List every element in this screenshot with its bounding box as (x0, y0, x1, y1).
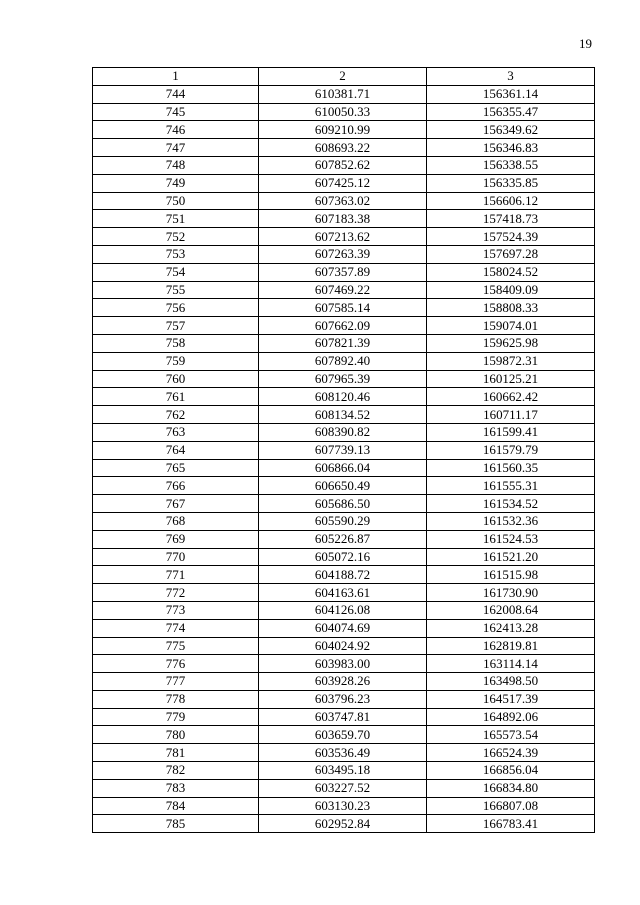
table-cell-col-3: 163498.50 (427, 673, 595, 691)
table-row (93, 406, 595, 424)
table-cell-col-2: 605590.29 (259, 512, 427, 530)
table-cell-col-2: 607739.13 (259, 441, 427, 459)
table-cell-col-2: 604024.92 (259, 637, 427, 655)
table-cell-col-3: 161524.53 (427, 530, 595, 548)
table-cell-col-3: 161555.31 (427, 477, 595, 495)
table-cell-col-3: 156338.55 (427, 156, 595, 174)
table-row (93, 495, 595, 513)
table-row (93, 477, 595, 495)
table-header-row (93, 68, 595, 86)
table-row (93, 726, 595, 744)
table-cell-col-1: 757 (93, 317, 259, 335)
table-row (93, 566, 595, 584)
table-row (93, 281, 595, 299)
table-cell-col-2: 603747.81 (259, 708, 427, 726)
table-cell-col-1: 750 (93, 192, 259, 210)
table-cell-col-1: 759 (93, 352, 259, 370)
table-row (93, 673, 595, 691)
table-cell-col-2: 605686.50 (259, 495, 427, 513)
coordinates-table (92, 67, 595, 833)
table-cell-col-3: 158808.33 (427, 299, 595, 317)
table-cell-col-3: 157697.28 (427, 245, 595, 263)
table-cell-col-3: 162819.81 (427, 637, 595, 655)
table-cell-col-1: 751 (93, 210, 259, 228)
table-cell-col-2: 608693.22 (259, 139, 427, 157)
table-cell-col-1: 772 (93, 584, 259, 602)
table-cell-col-2: 603536.49 (259, 744, 427, 762)
table-cell-col-3: 160711.17 (427, 406, 595, 424)
table-cell-col-3: 156361.14 (427, 85, 595, 103)
table-row (93, 548, 595, 566)
table-cell-col-2: 603796.23 (259, 690, 427, 708)
table-cell-col-3: 156346.83 (427, 139, 595, 157)
table-cell-col-3: 166834.80 (427, 779, 595, 797)
table-body (93, 85, 595, 832)
table-cell-col-2: 604188.72 (259, 566, 427, 584)
table-row (93, 762, 595, 780)
column-header-2: 2 (259, 68, 427, 86)
table-cell-col-3: 157524.39 (427, 228, 595, 246)
table-row (93, 139, 595, 157)
table-cell-col-1: 770 (93, 548, 259, 566)
page-number: 19 (579, 36, 592, 51)
table-cell-col-2: 603659.70 (259, 726, 427, 744)
table-cell-col-1: 773 (93, 601, 259, 619)
table-cell-col-3: 158024.52 (427, 263, 595, 281)
table-cell-col-2: 607821.39 (259, 334, 427, 352)
table-cell-col-1: 779 (93, 708, 259, 726)
table-row (93, 815, 595, 833)
table-row (93, 228, 595, 246)
table-cell-col-1: 782 (93, 762, 259, 780)
table-cell-col-3: 164517.39 (427, 690, 595, 708)
table-row (93, 103, 595, 121)
table-cell-col-1: 752 (93, 228, 259, 246)
table-cell-col-2: 604163.61 (259, 584, 427, 602)
table-cell-col-2: 607425.12 (259, 174, 427, 192)
table-cell-col-2: 604074.69 (259, 619, 427, 637)
table-row (93, 601, 595, 619)
table-row (93, 797, 595, 815)
table-cell-col-3: 166856.04 (427, 762, 595, 780)
table-cell-col-2: 607469.22 (259, 281, 427, 299)
table-cell-col-1: 783 (93, 779, 259, 797)
table-row (93, 584, 595, 602)
table-row (93, 744, 595, 762)
table-cell-col-1: 777 (93, 673, 259, 691)
table-cell-col-3: 160125.21 (427, 370, 595, 388)
table-cell-col-3: 166807.08 (427, 797, 595, 815)
table-row (93, 370, 595, 388)
table-cell-col-3: 163114.14 (427, 655, 595, 673)
table-cell-col-1: 771 (93, 566, 259, 584)
table-cell-col-3: 161521.20 (427, 548, 595, 566)
table-cell-col-1: 784 (93, 797, 259, 815)
table-cell-col-3: 166783.41 (427, 815, 595, 833)
table-row (93, 530, 595, 548)
table-cell-col-1: 764 (93, 441, 259, 459)
table-row (93, 619, 595, 637)
table-row (93, 156, 595, 174)
table-cell-col-2: 604126.08 (259, 601, 427, 619)
table-row (93, 655, 595, 673)
table-cell-col-2: 607662.09 (259, 317, 427, 335)
table-cell-col-1: 765 (93, 459, 259, 477)
table-row (93, 352, 595, 370)
table-cell-col-1: 762 (93, 406, 259, 424)
table-cell-col-3: 156355.47 (427, 103, 595, 121)
table-cell-col-2: 606866.04 (259, 459, 427, 477)
table-cell-col-1: 746 (93, 121, 259, 139)
table-cell-col-3: 161730.90 (427, 584, 595, 602)
table-cell-col-1: 780 (93, 726, 259, 744)
table-cell-col-1: 785 (93, 815, 259, 833)
table-cell-col-2: 607965.39 (259, 370, 427, 388)
table-cell-col-1: 769 (93, 530, 259, 548)
table-cell-col-3: 166524.39 (427, 744, 595, 762)
table-cell-col-2: 603983.00 (259, 655, 427, 673)
table-row (93, 192, 595, 210)
table-row (93, 263, 595, 281)
table-cell-col-1: 754 (93, 263, 259, 281)
table-cell-col-2: 603928.26 (259, 673, 427, 691)
table-row (93, 708, 595, 726)
table-cell-col-3: 161532.36 (427, 512, 595, 530)
table-cell-col-1: 775 (93, 637, 259, 655)
table-cell-col-2: 609210.99 (259, 121, 427, 139)
table-cell-col-1: 766 (93, 477, 259, 495)
table-cell-col-2: 610050.33 (259, 103, 427, 121)
table-cell-col-1: 747 (93, 139, 259, 157)
table-row (93, 299, 595, 317)
table-cell-col-1: 761 (93, 388, 259, 406)
table-cell-col-3: 161579.79 (427, 441, 595, 459)
table-cell-col-3: 159074.01 (427, 317, 595, 335)
table-cell-col-3: 156606.12 (427, 192, 595, 210)
table-cell-col-1: 749 (93, 174, 259, 192)
table-cell-col-2: 605072.16 (259, 548, 427, 566)
table-cell-col-2: 607363.02 (259, 192, 427, 210)
table-cell-col-1: 776 (93, 655, 259, 673)
table-cell-col-2: 607585.14 (259, 299, 427, 317)
table-cell-col-1: 774 (93, 619, 259, 637)
table-cell-col-2: 607892.40 (259, 352, 427, 370)
table-cell-col-3: 161560.35 (427, 459, 595, 477)
table-row (93, 779, 595, 797)
table-cell-col-2: 602952.84 (259, 815, 427, 833)
table-cell-col-3: 156335.85 (427, 174, 595, 192)
column-header-1: 1 (93, 68, 259, 86)
table-row (93, 334, 595, 352)
table-cell-col-3: 156349.62 (427, 121, 595, 139)
table-cell-col-2: 610381.71 (259, 85, 427, 103)
table-cell-col-3: 157418.73 (427, 210, 595, 228)
table-cell-col-1: 744 (93, 85, 259, 103)
table-cell-col-3: 158409.09 (427, 281, 595, 299)
table-row (93, 690, 595, 708)
table-cell-col-1: 767 (93, 495, 259, 513)
table-cell-col-2: 607852.62 (259, 156, 427, 174)
table-row (93, 85, 595, 103)
table-cell-col-2: 606650.49 (259, 477, 427, 495)
table-cell-col-1: 781 (93, 744, 259, 762)
table-cell-col-3: 161599.41 (427, 423, 595, 441)
table-cell-col-1: 778 (93, 690, 259, 708)
table-cell-col-2: 607213.62 (259, 228, 427, 246)
table-cell-col-3: 162008.64 (427, 601, 595, 619)
table-cell-col-3: 159872.31 (427, 352, 595, 370)
table-cell-col-1: 753 (93, 245, 259, 263)
table-cell-col-1: 745 (93, 103, 259, 121)
table-cell-col-2: 607183.38 (259, 210, 427, 228)
table-cell-col-1: 763 (93, 423, 259, 441)
table-row (93, 245, 595, 263)
table-cell-col-2: 608120.46 (259, 388, 427, 406)
table-cell-col-3: 160662.42 (427, 388, 595, 406)
table-cell-col-2: 607263.39 (259, 245, 427, 263)
table-cell-col-3: 161534.52 (427, 495, 595, 513)
table-row (93, 423, 595, 441)
table-cell-col-1: 758 (93, 334, 259, 352)
table-cell-col-3: 161515.98 (427, 566, 595, 584)
table-cell-col-2: 608390.82 (259, 423, 427, 441)
table-cell-col-3: 159625.98 (427, 334, 595, 352)
table-row (93, 317, 595, 335)
table-cell-col-2: 603495.18 (259, 762, 427, 780)
table-row (93, 512, 595, 530)
table-cell-col-2: 605226.87 (259, 530, 427, 548)
table-cell-col-2: 608134.52 (259, 406, 427, 424)
column-header-3: 3 (427, 68, 595, 86)
table-row (93, 388, 595, 406)
table-row (93, 210, 595, 228)
table-row (93, 441, 595, 459)
table-cell-col-3: 164892.06 (427, 708, 595, 726)
table-cell-col-1: 760 (93, 370, 259, 388)
table-cell-col-2: 603130.23 (259, 797, 427, 815)
table-cell-col-2: 603227.52 (259, 779, 427, 797)
table-cell-col-2: 607357.89 (259, 263, 427, 281)
table-row (93, 174, 595, 192)
table-cell-col-1: 768 (93, 512, 259, 530)
table-cell-col-3: 162413.28 (427, 619, 595, 637)
table-row (93, 121, 595, 139)
table-cell-col-1: 756 (93, 299, 259, 317)
table-row (93, 637, 595, 655)
table-row (93, 459, 595, 477)
table-cell-col-3: 165573.54 (427, 726, 595, 744)
table-cell-col-1: 755 (93, 281, 259, 299)
table-cell-col-1: 748 (93, 156, 259, 174)
